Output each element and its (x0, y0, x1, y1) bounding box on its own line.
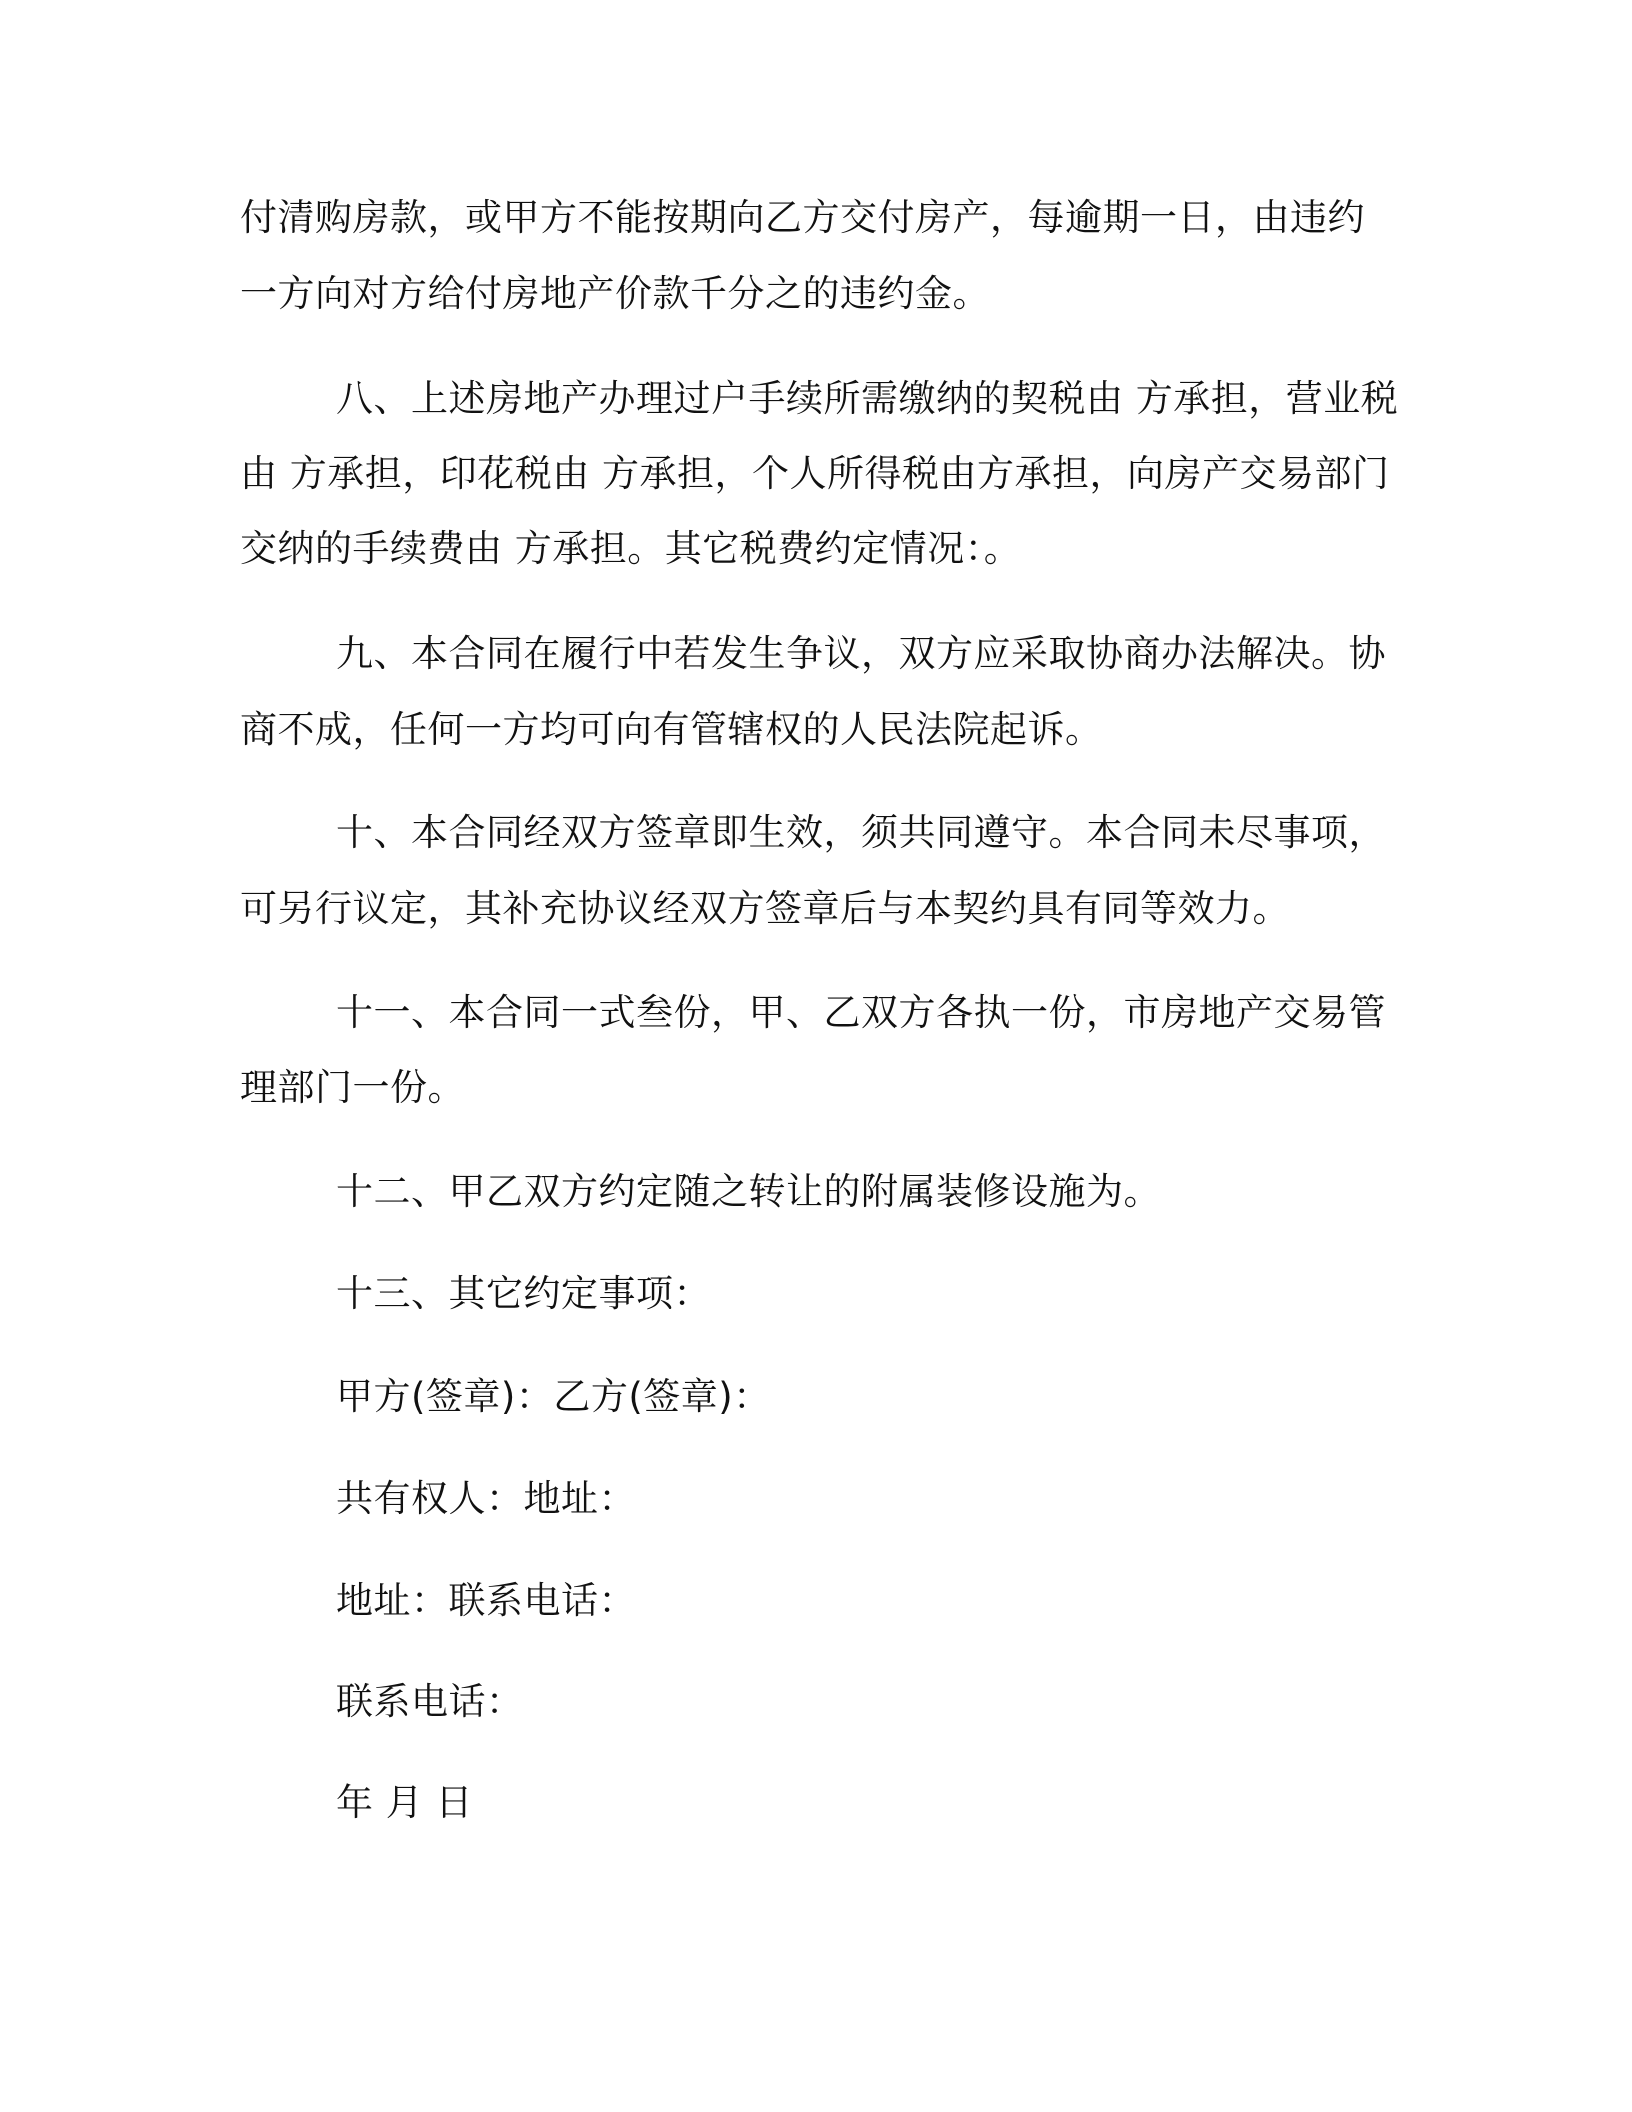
phone-line: 联系电话： (336, 1680, 524, 1723)
clause-7-line-3: 一方向对方给付房地产价款千分之的违约金。 (240, 272, 990, 315)
clause-9-line-1: 九、本合同在履行中若发生争议，双方应采取协商办法解决。协 (336, 632, 1386, 675)
clause-11-line-1: 十一、本合同一式叁份，甲、乙双方各执一份，市房地产交易管 (336, 991, 1386, 1034)
clause-8-line-2: 由 方承担，印花税由 方承担，个人所得税由方承担，向房产交易部门 (240, 452, 1390, 495)
address-phone-line: 地址：联系电话： (336, 1579, 636, 1622)
clause-12-line: 十二、甲乙双方约定随之转让的附属装修设施为。 (336, 1170, 1161, 1213)
clause-9-line-2: 商不成，任何一方均可向有管辖权的人民法院起诉。 (240, 708, 1103, 751)
clause-10-line-1: 十、本合同经双方签章即生效，须共同遵守。本合同未尽事项， (336, 811, 1386, 854)
date-line: 年 月 日 (336, 1781, 474, 1824)
clause-8-line-1: 八、上述房地产办理过户手续所需缴纳的契税由 方承担，营业税 (336, 377, 1399, 420)
clause-13-line: 十三、其它约定事项： (336, 1272, 711, 1315)
clause-11-line-2: 理部门一份。 (240, 1066, 465, 1109)
signature-party-line: 甲方(签章)：乙方(签章)： (336, 1375, 771, 1418)
clause-7-line-2: 付清购房款，或甲方不能按期向乙方交付房产，每逾期一日，由违约 (240, 196, 1365, 239)
clause-8-line-3: 交纳的手续费由 方承担。其它税费约定情况：。 (240, 527, 1022, 570)
clause-10-line-2: 可另行议定，其补充协议经双方签章后与本契约具有同等效力。 (240, 887, 1290, 930)
co-owner-address-line: 共有权人：地址： (336, 1477, 636, 1520)
